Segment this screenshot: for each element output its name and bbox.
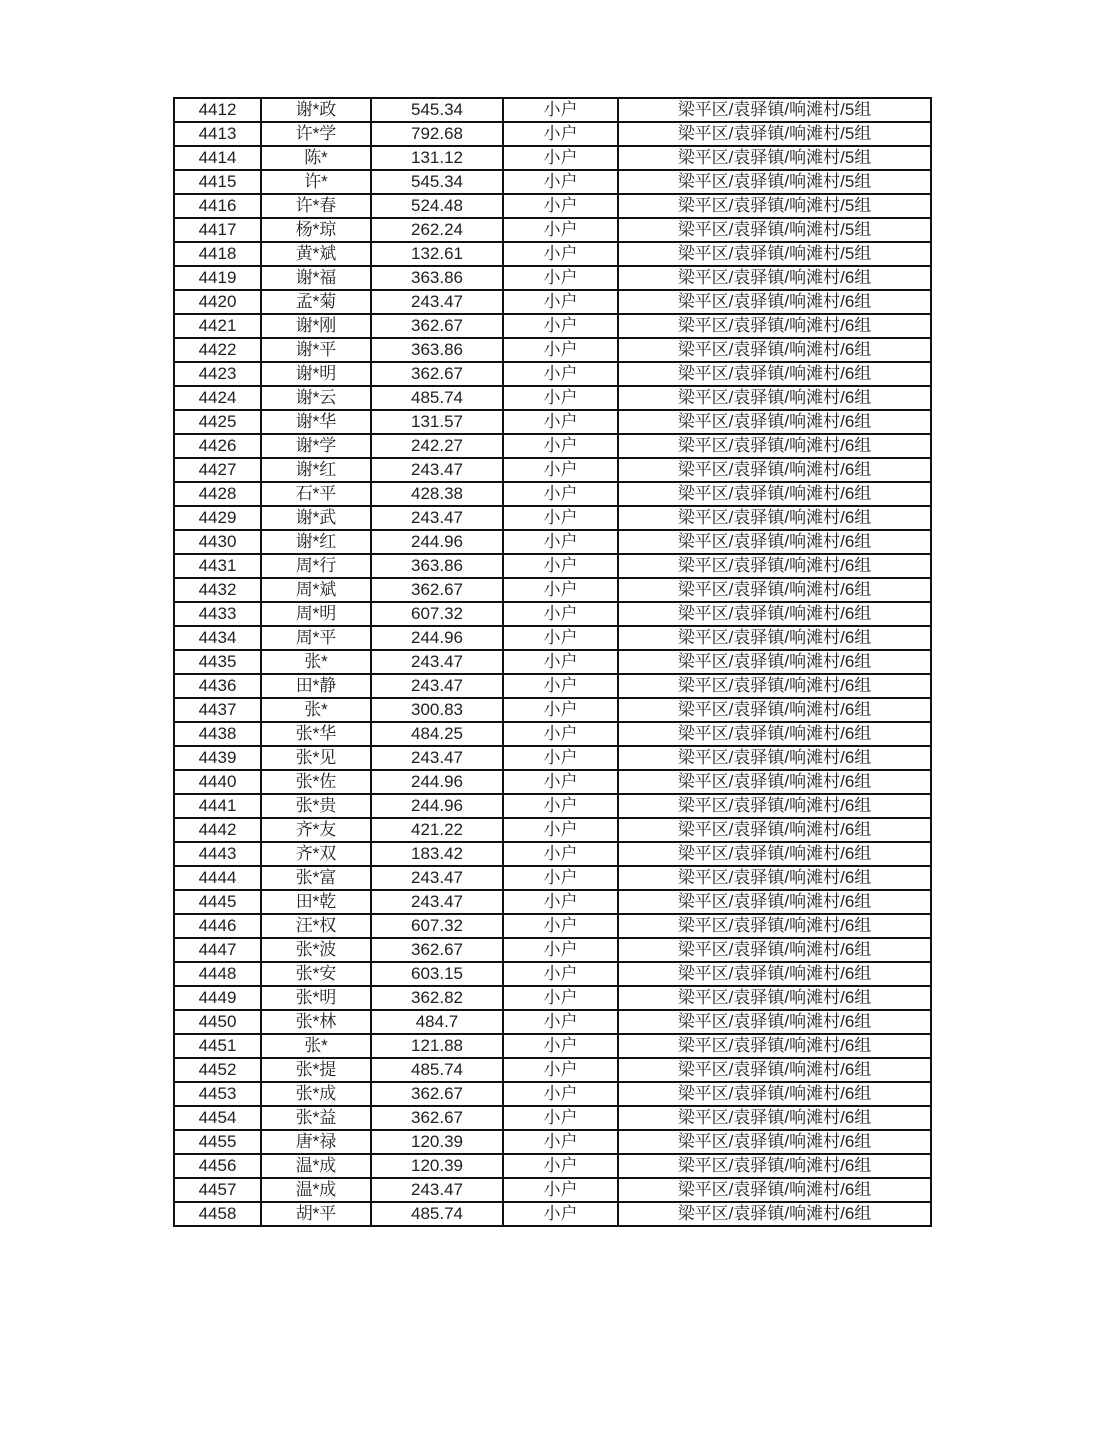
table-row: [174, 122, 931, 146]
cell-amount: 362.67: [371, 362, 503, 386]
cell-household-type: 小户: [503, 746, 618, 770]
cell-masked-name: 齐*友: [261, 818, 371, 842]
cell-masked-name: 张*波: [261, 938, 371, 962]
cell-masked-name: 许*: [261, 170, 371, 194]
cell-amount: 243.47: [371, 866, 503, 890]
cell-amount: 362.82: [371, 986, 503, 1010]
cell-location: 梁平区/袁驿镇/响滩村/6组: [618, 482, 931, 506]
cell-amount: 545.34: [371, 98, 503, 122]
table-row: [174, 602, 931, 626]
cell-household-type: 小户: [503, 818, 618, 842]
table-row: [174, 722, 931, 746]
cell-masked-name: 周*斌: [261, 578, 371, 602]
table-row: [174, 458, 931, 482]
cell-location: 梁平区/袁驿镇/响滩村/6组: [618, 890, 931, 914]
cell-serial-number: 4426: [174, 434, 261, 458]
table-row: [174, 818, 931, 842]
cell-location: 梁平区/袁驿镇/响滩村/6组: [618, 818, 931, 842]
cell-household-type: 小户: [503, 770, 618, 794]
cell-amount: 243.47: [371, 290, 503, 314]
cell-serial-number: 4417: [174, 218, 261, 242]
cell-amount: 244.96: [371, 626, 503, 650]
cell-location: 梁平区/袁驿镇/响滩村/6组: [618, 842, 931, 866]
cell-household-type: 小户: [503, 530, 618, 554]
cell-masked-name: 张*安: [261, 962, 371, 986]
cell-household-type: 小户: [503, 1154, 618, 1178]
table-row: [174, 866, 931, 890]
cell-serial-number: 4429: [174, 506, 261, 530]
table-row: [174, 578, 931, 602]
cell-household-type: 小户: [503, 698, 618, 722]
table-row: [174, 410, 931, 434]
cell-location: 梁平区/袁驿镇/响滩村/6组: [618, 266, 931, 290]
table-row: [174, 650, 931, 674]
cell-amount: 131.12: [371, 146, 503, 170]
cell-masked-name: 齐*双: [261, 842, 371, 866]
cell-household-type: 小户: [503, 98, 618, 122]
cell-household-type: 小户: [503, 1082, 618, 1106]
cell-serial-number: 4430: [174, 530, 261, 554]
table-row: [174, 170, 931, 194]
cell-masked-name: 谢*学: [261, 434, 371, 458]
cell-serial-number: 4427: [174, 458, 261, 482]
cell-amount: 545.34: [371, 170, 503, 194]
cell-household-type: 小户: [503, 842, 618, 866]
cell-location: 梁平区/袁驿镇/响滩村/6组: [618, 290, 931, 314]
cell-masked-name: 胡*平: [261, 1202, 371, 1226]
cell-serial-number: 4448: [174, 962, 261, 986]
cell-amount: 243.47: [371, 506, 503, 530]
cell-household-type: 小户: [503, 458, 618, 482]
table-row: [174, 1106, 931, 1130]
cell-masked-name: 谢*武: [261, 506, 371, 530]
cell-household-type: 小户: [503, 146, 618, 170]
cell-serial-number: 4416: [174, 194, 261, 218]
cell-location: 梁平区/袁驿镇/响滩村/6组: [618, 794, 931, 818]
cell-household-type: 小户: [503, 1034, 618, 1058]
cell-masked-name: 张*明: [261, 986, 371, 1010]
cell-masked-name: 张*提: [261, 1058, 371, 1082]
table-row: [174, 842, 931, 866]
cell-serial-number: 4457: [174, 1178, 261, 1202]
cell-household-type: 小户: [503, 674, 618, 698]
table-row: [174, 1154, 931, 1178]
cell-serial-number: 4425: [174, 410, 261, 434]
cell-masked-name: 张*: [261, 1034, 371, 1058]
cell-location: 梁平区/袁驿镇/响滩村/5组: [618, 98, 931, 122]
cell-location: 梁平区/袁驿镇/响滩村/6组: [618, 938, 931, 962]
cell-amount: 244.96: [371, 530, 503, 554]
household-subsidy-table: [173, 97, 932, 1227]
cell-serial-number: 4415: [174, 170, 261, 194]
cell-amount: 524.48: [371, 194, 503, 218]
cell-location: 梁平区/袁驿镇/响滩村/6组: [618, 458, 931, 482]
cell-household-type: 小户: [503, 578, 618, 602]
cell-masked-name: 张*: [261, 698, 371, 722]
cell-amount: 362.67: [371, 1082, 503, 1106]
cell-serial-number: 4449: [174, 986, 261, 1010]
cell-household-type: 小户: [503, 362, 618, 386]
table-row: [174, 770, 931, 794]
cell-location: 梁平区/袁驿镇/响滩村/5组: [618, 170, 931, 194]
cell-masked-name: 黄*斌: [261, 242, 371, 266]
cell-serial-number: 4435: [174, 650, 261, 674]
table-row: [174, 194, 931, 218]
cell-masked-name: 唐*禄: [261, 1130, 371, 1154]
cell-location: 梁平区/袁驿镇/响滩村/6组: [618, 1178, 931, 1202]
cell-location: 梁平区/袁驿镇/响滩村/5组: [618, 242, 931, 266]
cell-amount: 362.67: [371, 1106, 503, 1130]
cell-serial-number: 4453: [174, 1082, 261, 1106]
cell-household-type: 小户: [503, 650, 618, 674]
table-row: [174, 938, 931, 962]
table-row: [174, 746, 931, 770]
cell-location: 梁平区/袁驿镇/响滩村/6组: [618, 530, 931, 554]
cell-serial-number: 4437: [174, 698, 261, 722]
cell-amount: 363.86: [371, 338, 503, 362]
table-row: [174, 1058, 931, 1082]
cell-masked-name: 张*: [261, 650, 371, 674]
cell-location: 梁平区/袁驿镇/响滩村/6组: [618, 506, 931, 530]
table-row: [174, 1082, 931, 1106]
cell-household-type: 小户: [503, 1106, 618, 1130]
cell-serial-number: 4452: [174, 1058, 261, 1082]
cell-amount: 131.57: [371, 410, 503, 434]
table-row: [174, 1178, 931, 1202]
cell-amount: 485.74: [371, 386, 503, 410]
cell-amount: 485.74: [371, 1202, 503, 1226]
cell-household-type: 小户: [503, 722, 618, 746]
cell-amount: 792.68: [371, 122, 503, 146]
table-row: [174, 794, 931, 818]
cell-household-type: 小户: [503, 1202, 618, 1226]
table-row: [174, 290, 931, 314]
cell-serial-number: 4423: [174, 362, 261, 386]
table-row: [174, 1202, 931, 1226]
cell-location: 梁平区/袁驿镇/响滩村/5组: [618, 122, 931, 146]
cell-masked-name: 张*富: [261, 866, 371, 890]
cell-masked-name: 张*见: [261, 746, 371, 770]
table-row: [174, 530, 931, 554]
cell-household-type: 小户: [503, 1130, 618, 1154]
cell-serial-number: 4422: [174, 338, 261, 362]
table-row: [174, 554, 931, 578]
cell-amount: 362.67: [371, 938, 503, 962]
cell-household-type: 小户: [503, 218, 618, 242]
cell-location: 梁平区/袁驿镇/响滩村/6组: [618, 914, 931, 938]
cell-household-type: 小户: [503, 122, 618, 146]
cell-masked-name: 许*春: [261, 194, 371, 218]
cell-amount: 121.88: [371, 1034, 503, 1058]
cell-serial-number: 4439: [174, 746, 261, 770]
cell-location: 梁平区/袁驿镇/响滩村/6组: [618, 1130, 931, 1154]
cell-amount: 242.27: [371, 434, 503, 458]
table-row: [174, 482, 931, 506]
table-row: [174, 914, 931, 938]
cell-location: 梁平区/袁驿镇/响滩村/6组: [618, 434, 931, 458]
cell-masked-name: 谢*云: [261, 386, 371, 410]
cell-household-type: 小户: [503, 626, 618, 650]
table-row: [174, 386, 931, 410]
cell-location: 梁平区/袁驿镇/响滩村/6组: [618, 626, 931, 650]
cell-masked-name: 张*益: [261, 1106, 371, 1130]
cell-serial-number: 4436: [174, 674, 261, 698]
cell-masked-name: 张*贵: [261, 794, 371, 818]
table-row: [174, 890, 931, 914]
cell-amount: 484.7: [371, 1010, 503, 1034]
cell-amount: 120.39: [371, 1154, 503, 1178]
cell-masked-name: 温*成: [261, 1178, 371, 1202]
table-row: [174, 338, 931, 362]
cell-serial-number: 4447: [174, 938, 261, 962]
cell-masked-name: 田*乾: [261, 890, 371, 914]
table-row: [174, 242, 931, 266]
cell-masked-name: 温*成: [261, 1154, 371, 1178]
cell-masked-name: 周*平: [261, 626, 371, 650]
cell-location: 梁平区/袁驿镇/响滩村/6组: [618, 1082, 931, 1106]
cell-location: 梁平区/袁驿镇/响滩村/6组: [618, 674, 931, 698]
cell-location: 梁平区/袁驿镇/响滩村/6组: [618, 410, 931, 434]
cell-serial-number: 4424: [174, 386, 261, 410]
cell-location: 梁平区/袁驿镇/响滩村/5组: [618, 146, 931, 170]
cell-household-type: 小户: [503, 386, 618, 410]
cell-location: 梁平区/袁驿镇/响滩村/6组: [618, 986, 931, 1010]
cell-amount: 243.47: [371, 890, 503, 914]
cell-serial-number: 4433: [174, 602, 261, 626]
cell-amount: 120.39: [371, 1130, 503, 1154]
cell-location: 梁平区/袁驿镇/响滩村/6组: [618, 314, 931, 338]
cell-household-type: 小户: [503, 434, 618, 458]
cell-masked-name: 谢*刚: [261, 314, 371, 338]
cell-masked-name: 周*明: [261, 602, 371, 626]
cell-amount: 362.67: [371, 578, 503, 602]
cell-masked-name: 田*静: [261, 674, 371, 698]
cell-location: 梁平区/袁驿镇/响滩村/6组: [618, 1154, 931, 1178]
cell-masked-name: 谢*红: [261, 458, 371, 482]
cell-household-type: 小户: [503, 890, 618, 914]
cell-amount: 243.47: [371, 1178, 503, 1202]
cell-serial-number: 4458: [174, 1202, 261, 1226]
cell-masked-name: 杨*琼: [261, 218, 371, 242]
cell-serial-number: 4443: [174, 842, 261, 866]
table-row: [174, 986, 931, 1010]
cell-masked-name: 张*成: [261, 1082, 371, 1106]
cell-serial-number: 4441: [174, 794, 261, 818]
table-row: [174, 698, 931, 722]
table-row: [174, 962, 931, 986]
cell-masked-name: 谢*政: [261, 98, 371, 122]
cell-household-type: 小户: [503, 290, 618, 314]
cell-location: 梁平区/袁驿镇/响滩村/6组: [618, 578, 931, 602]
cell-masked-name: 陈*: [261, 146, 371, 170]
cell-location: 梁平区/袁驿镇/响滩村/6组: [618, 866, 931, 890]
cell-serial-number: 4418: [174, 242, 261, 266]
cell-household-type: 小户: [503, 506, 618, 530]
cell-amount: 363.86: [371, 266, 503, 290]
cell-location: 梁平区/袁驿镇/响滩村/6组: [618, 1202, 931, 1226]
cell-serial-number: 4428: [174, 482, 261, 506]
cell-household-type: 小户: [503, 170, 618, 194]
cell-masked-name: 许*学: [261, 122, 371, 146]
table-row: [174, 434, 931, 458]
table-row: [174, 1010, 931, 1034]
cell-household-type: 小户: [503, 986, 618, 1010]
cell-household-type: 小户: [503, 338, 618, 362]
cell-amount: 607.32: [371, 602, 503, 626]
cell-serial-number: 4450: [174, 1010, 261, 1034]
table-row: [174, 98, 931, 122]
cell-amount: 183.42: [371, 842, 503, 866]
cell-household-type: 小户: [503, 194, 618, 218]
cell-amount: 262.24: [371, 218, 503, 242]
cell-serial-number: 4434: [174, 626, 261, 650]
cell-household-type: 小户: [503, 602, 618, 626]
table-row: [174, 626, 931, 650]
cell-location: 梁平区/袁驿镇/响滩村/6组: [618, 362, 931, 386]
cell-masked-name: 谢*福: [261, 266, 371, 290]
cell-masked-name: 谢*红: [261, 530, 371, 554]
cell-household-type: 小户: [503, 314, 618, 338]
cell-household-type: 小户: [503, 938, 618, 962]
table-row: [174, 314, 931, 338]
cell-amount: 428.38: [371, 482, 503, 506]
cell-location: 梁平区/袁驿镇/响滩村/6组: [618, 1034, 931, 1058]
table-row: [174, 1034, 931, 1058]
cell-serial-number: 4446: [174, 914, 261, 938]
table-row: [174, 1130, 931, 1154]
cell-masked-name: 张*华: [261, 722, 371, 746]
cell-amount: 132.61: [371, 242, 503, 266]
cell-masked-name: 周*行: [261, 554, 371, 578]
cell-household-type: 小户: [503, 482, 618, 506]
cell-serial-number: 4431: [174, 554, 261, 578]
cell-serial-number: 4451: [174, 1034, 261, 1058]
cell-serial-number: 4412: [174, 98, 261, 122]
cell-serial-number: 4438: [174, 722, 261, 746]
table-row: [174, 674, 931, 698]
cell-masked-name: 石*平: [261, 482, 371, 506]
cell-amount: 300.83: [371, 698, 503, 722]
cell-location: 梁平区/袁驿镇/响滩村/6组: [618, 962, 931, 986]
cell-amount: 607.32: [371, 914, 503, 938]
cell-amount: 244.96: [371, 770, 503, 794]
cell-serial-number: 4456: [174, 1154, 261, 1178]
cell-amount: 243.47: [371, 650, 503, 674]
cell-serial-number: 4432: [174, 578, 261, 602]
cell-serial-number: 4414: [174, 146, 261, 170]
cell-masked-name: 孟*菊: [261, 290, 371, 314]
cell-location: 梁平区/袁驿镇/响滩村/6组: [618, 746, 931, 770]
table-row: [174, 266, 931, 290]
cell-household-type: 小户: [503, 794, 618, 818]
cell-masked-name: 谢*华: [261, 410, 371, 434]
cell-amount: 421.22: [371, 818, 503, 842]
cell-masked-name: 汪*权: [261, 914, 371, 938]
cell-location: 梁平区/袁驿镇/响滩村/6组: [618, 722, 931, 746]
cell-household-type: 小户: [503, 914, 618, 938]
cell-serial-number: 4445: [174, 890, 261, 914]
cell-masked-name: 谢*平: [261, 338, 371, 362]
table-row: [174, 218, 931, 242]
cell-amount: 243.47: [371, 674, 503, 698]
cell-serial-number: 4413: [174, 122, 261, 146]
cell-household-type: 小户: [503, 242, 618, 266]
cell-household-type: 小户: [503, 410, 618, 434]
cell-household-type: 小户: [503, 554, 618, 578]
cell-location: 梁平区/袁驿镇/响滩村/6组: [618, 554, 931, 578]
table-row: [174, 506, 931, 530]
cell-amount: 243.47: [371, 746, 503, 770]
cell-masked-name: 谢*明: [261, 362, 371, 386]
cell-amount: 603.15: [371, 962, 503, 986]
cell-location: 梁平区/袁驿镇/响滩村/6组: [618, 1010, 931, 1034]
cell-amount: 484.25: [371, 722, 503, 746]
cell-location: 梁平区/袁驿镇/响滩村/6组: [618, 1106, 931, 1130]
cell-amount: 363.86: [371, 554, 503, 578]
cell-location: 梁平区/袁驿镇/响滩村/5组: [618, 194, 931, 218]
cell-location: 梁平区/袁驿镇/响滩村/6组: [618, 602, 931, 626]
cell-serial-number: 4420: [174, 290, 261, 314]
cell-serial-number: 4421: [174, 314, 261, 338]
cell-serial-number: 4442: [174, 818, 261, 842]
cell-household-type: 小户: [503, 1058, 618, 1082]
cell-location: 梁平区/袁驿镇/响滩村/6组: [618, 386, 931, 410]
cell-location: 梁平区/袁驿镇/响滩村/6组: [618, 1058, 931, 1082]
cell-household-type: 小户: [503, 962, 618, 986]
cell-serial-number: 4444: [174, 866, 261, 890]
cell-amount: 362.67: [371, 314, 503, 338]
cell-serial-number: 4419: [174, 266, 261, 290]
cell-household-type: 小户: [503, 266, 618, 290]
cell-household-type: 小户: [503, 1178, 618, 1202]
cell-location: 梁平区/袁驿镇/响滩村/6组: [618, 698, 931, 722]
cell-household-type: 小户: [503, 1010, 618, 1034]
cell-location: 梁平区/袁驿镇/响滩村/6组: [618, 338, 931, 362]
cell-masked-name: 张*林: [261, 1010, 371, 1034]
cell-amount: 244.96: [371, 794, 503, 818]
table-row: [174, 362, 931, 386]
cell-location: 梁平区/袁驿镇/响滩村/6组: [618, 770, 931, 794]
cell-location: 梁平区/袁驿镇/响滩村/5组: [618, 218, 931, 242]
cell-serial-number: 4454: [174, 1106, 261, 1130]
cell-masked-name: 张*佐: [261, 770, 371, 794]
cell-serial-number: 4455: [174, 1130, 261, 1154]
cell-serial-number: 4440: [174, 770, 261, 794]
cell-amount: 485.74: [371, 1058, 503, 1082]
cell-location: 梁平区/袁驿镇/响滩村/6组: [618, 650, 931, 674]
table-row: [174, 146, 931, 170]
cell-household-type: 小户: [503, 866, 618, 890]
table-body: [174, 98, 931, 1226]
cell-amount: 243.47: [371, 458, 503, 482]
